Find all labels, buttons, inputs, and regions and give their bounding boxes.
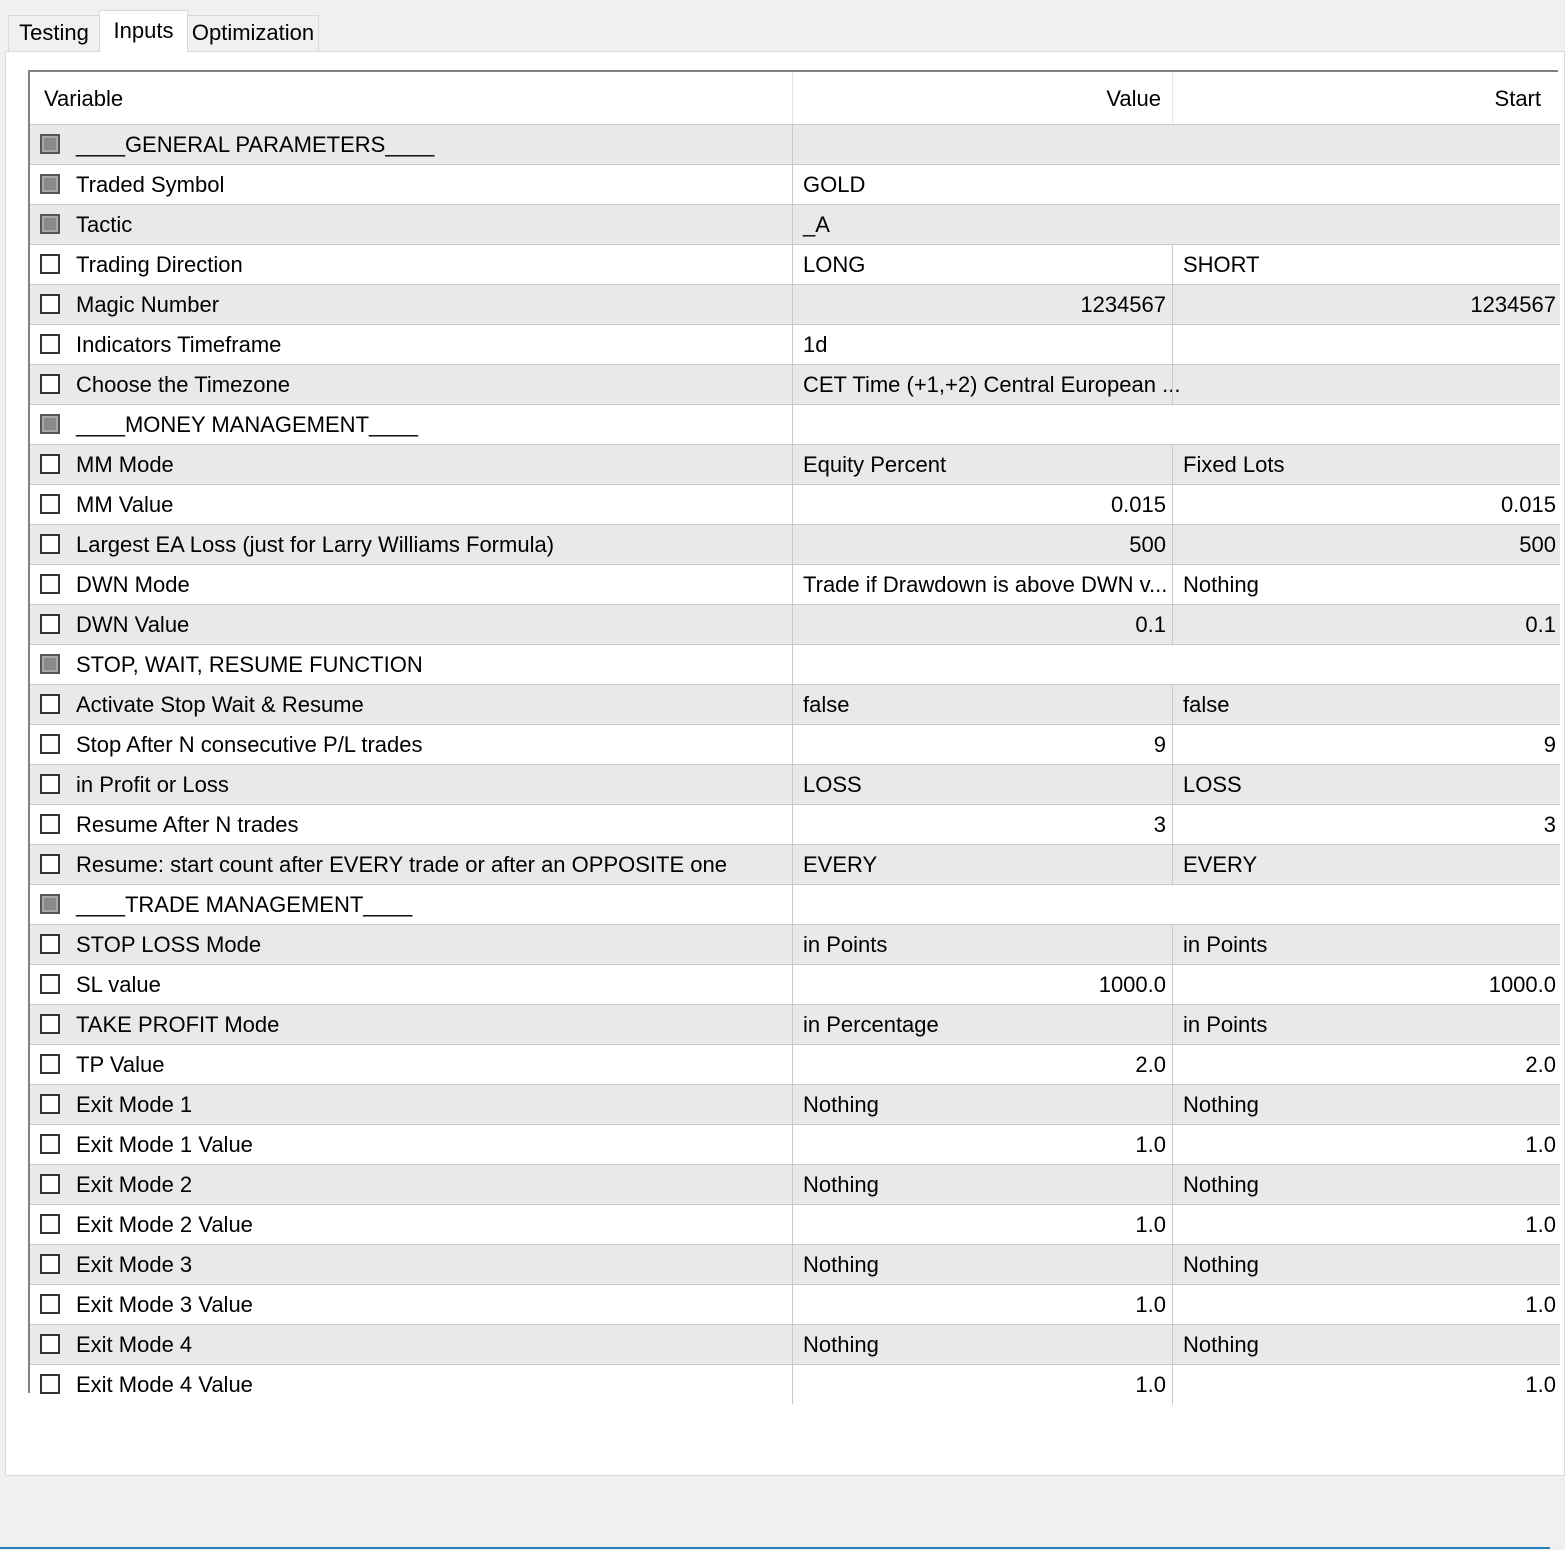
optimize-checkbox[interactable]	[40, 294, 60, 314]
table-row-section[interactable]	[30, 204, 1560, 244]
optimize-checkbox[interactable]	[40, 1214, 60, 1234]
table-row[interactable]	[30, 564, 1560, 604]
table-row[interactable]	[30, 524, 1560, 564]
variable-name: Magic Number	[76, 292, 220, 317]
value-cell	[792, 125, 1172, 164]
value-cell[interactable]: Nothing	[792, 1325, 1172, 1364]
optimize-checkbox[interactable]	[40, 734, 60, 754]
variable-name: Exit Mode 1	[76, 1092, 193, 1117]
table-row-section[interactable]	[30, 644, 1560, 684]
table-row[interactable]	[30, 1004, 1560, 1044]
value-cell	[792, 885, 1172, 924]
table-row-section[interactable]	[30, 404, 1560, 444]
start-cell[interactable]: Nothing	[1172, 1245, 1560, 1284]
table-row[interactable]	[30, 724, 1560, 764]
value-cell[interactable]: Nothing	[792, 1085, 1172, 1124]
start-cell	[1172, 645, 1560, 684]
start-cell[interactable]: 1.0	[1172, 1285, 1560, 1324]
tab-optimization[interactable]: Optimization	[187, 15, 319, 51]
value-cell[interactable]: CET Time (+1,+2) Central European ...	[792, 365, 1172, 404]
table-row[interactable]	[30, 844, 1560, 884]
start-cell[interactable]: Nothing	[1172, 1085, 1560, 1124]
optimize-checkbox[interactable]	[40, 814, 60, 834]
optimize-checkbox[interactable]	[40, 1254, 60, 1274]
variable-name: Traded Symbol	[76, 172, 225, 197]
start-cell[interactable]: Nothing	[1172, 1325, 1560, 1364]
variable-name: TP Value	[76, 1052, 165, 1077]
window-bottom-border	[0, 1547, 1550, 1549]
table-row[interactable]	[30, 444, 1560, 484]
start-cell[interactable]: EVERY	[1172, 845, 1560, 884]
column-header-value[interactable]: Value	[1106, 86, 1161, 111]
table-row[interactable]	[30, 604, 1560, 644]
table-row[interactable]	[30, 1164, 1560, 1204]
value-cell[interactable]: 0.015	[792, 485, 1172, 524]
optimize-checkbox[interactable]	[40, 1294, 60, 1314]
start-cell[interactable]: 3	[1172, 805, 1560, 844]
optimize-checkbox[interactable]	[40, 1054, 60, 1074]
table-row-section[interactable]	[30, 884, 1560, 924]
start-cell[interactable]: 0.015	[1172, 485, 1560, 524]
optimize-checkbox	[40, 414, 60, 434]
tab-inputs[interactable]: Inputs	[99, 10, 188, 52]
inputs-grid[interactable]	[28, 70, 1558, 1397]
variable-name: SL value	[76, 972, 161, 997]
value-cell[interactable]: Trade if Drawdown is above DWN v...	[792, 565, 1172, 604]
value-cell[interactable]: 1.0	[792, 1365, 1172, 1404]
value-cell[interactable]: 1.0	[792, 1205, 1172, 1244]
start-cell[interactable]: 1.0	[1172, 1205, 1560, 1244]
start-cell[interactable]: Fixed Lots	[1172, 445, 1560, 484]
table-row[interactable]	[30, 804, 1560, 844]
value-cell	[792, 645, 1172, 684]
start-cell[interactable]	[1172, 325, 1560, 364]
optimize-checkbox[interactable]	[40, 694, 60, 714]
optimize-checkbox	[40, 134, 60, 154]
tab-bar	[0, 0, 1550, 52]
start-cell[interactable]	[1172, 365, 1560, 404]
start-cell	[1172, 405, 1560, 444]
value-cell[interactable]: 3	[792, 805, 1172, 844]
variable-name: ____GENERAL PARAMETERS____	[76, 132, 435, 157]
table-row[interactable]	[30, 924, 1560, 964]
optimize-checkbox[interactable]	[40, 574, 60, 594]
value-cell[interactable]: LONG	[792, 245, 1172, 284]
optimize-checkbox[interactable]	[40, 1094, 60, 1114]
optimize-checkbox[interactable]	[40, 974, 60, 994]
start-cell[interactable]: 500	[1172, 525, 1560, 564]
optimize-checkbox[interactable]	[40, 534, 60, 554]
variable-name: DWN Value	[76, 612, 190, 637]
optimize-checkbox[interactable]	[40, 254, 60, 274]
value-cell[interactable]: 2.0	[792, 1045, 1172, 1084]
start-cell[interactable]: 1234567	[1172, 285, 1560, 324]
value-cell[interactable]: Nothing	[792, 1245, 1172, 1284]
table-row[interactable]	[30, 1204, 1560, 1244]
table-row[interactable]	[30, 764, 1560, 804]
optimize-checkbox	[40, 654, 60, 674]
optimize-checkbox[interactable]	[40, 1334, 60, 1354]
variable-name: STOP LOSS Mode	[76, 932, 262, 957]
optimize-checkbox	[40, 214, 60, 234]
variable-name: Trading Direction	[76, 252, 243, 277]
optimize-checkbox	[40, 894, 60, 914]
variable-name: Exit Mode 2	[76, 1172, 193, 1197]
variable-name: Tactic	[76, 212, 133, 237]
table-row-section[interactable]	[30, 124, 1560, 164]
optimize-checkbox[interactable]	[40, 854, 60, 874]
value-cell[interactable]: 1.0	[792, 1285, 1172, 1324]
variable-name: Exit Mode 1 Value	[76, 1132, 253, 1157]
column-header-start[interactable]: Start	[1494, 86, 1541, 111]
value-cell[interactable]: 0.1	[792, 605, 1172, 644]
variable-name: MM Mode	[76, 452, 174, 477]
table-row[interactable]	[30, 364, 1560, 404]
optimize-checkbox[interactable]	[40, 1014, 60, 1034]
value-cell[interactable]: false	[792, 685, 1172, 724]
value-cell[interactable]: 9	[792, 725, 1172, 764]
optimize-checkbox[interactable]	[40, 774, 60, 794]
variable-name: Activate Stop Wait & Resume	[76, 692, 364, 717]
variable-name: Choose the Timezone	[76, 372, 291, 397]
start-cell[interactable]: false	[1172, 685, 1560, 724]
value-cell[interactable]: LOSS	[792, 765, 1172, 804]
variable-name: MM Value	[76, 492, 174, 517]
optimize-checkbox[interactable]	[40, 334, 60, 354]
tab-testing[interactable]: Testing	[8, 15, 100, 51]
start-cell[interactable]: LOSS	[1172, 765, 1560, 804]
table-row[interactable]	[30, 1044, 1560, 1084]
optimize-checkbox[interactable]	[40, 494, 60, 514]
variable-name: in Profit or Loss	[76, 772, 229, 797]
variable-name: Exit Mode 3 Value	[76, 1292, 253, 1317]
value-cell[interactable]: Nothing	[792, 1165, 1172, 1204]
variable-name: ____TRADE MANAGEMENT____	[76, 892, 413, 917]
value-cell: GOLD	[792, 165, 1172, 204]
table-row[interactable]	[30, 684, 1560, 724]
value-cell[interactable]: 1d	[792, 325, 1172, 364]
table-row[interactable]	[30, 324, 1560, 364]
value-cell[interactable]: 500	[792, 525, 1172, 564]
start-cell	[1172, 125, 1560, 164]
column-header-variable[interactable]: Variable	[44, 86, 124, 111]
start-cell[interactable]: in Points	[1172, 925, 1560, 964]
optimize-checkbox[interactable]	[40, 1174, 60, 1194]
start-cell	[1172, 885, 1560, 924]
start-cell[interactable]: 1.0	[1172, 1125, 1560, 1164]
start-cell[interactable]: 1000.0	[1172, 965, 1560, 1004]
value-cell[interactable]: in Points	[792, 925, 1172, 964]
start-cell[interactable]: 9	[1172, 725, 1560, 764]
start-cell[interactable]: SHORT	[1172, 245, 1560, 284]
start-cell[interactable]: 2.0	[1172, 1045, 1560, 1084]
variable-name: Exit Mode 4 Value	[76, 1372, 253, 1397]
grid-header	[30, 72, 1560, 124]
table-row[interactable]	[30, 1084, 1560, 1124]
table-row[interactable]	[30, 284, 1560, 324]
table-row[interactable]	[30, 1284, 1560, 1324]
value-cell[interactable]: EVERY	[792, 845, 1172, 884]
table-row-section[interactable]	[30, 164, 1560, 204]
start-cell[interactable]: 1.0	[1172, 1365, 1560, 1404]
start-cell[interactable]: 0.1	[1172, 605, 1560, 644]
table-row[interactable]	[30, 1364, 1560, 1404]
variable-name: Largest EA Loss (just for Larry Williams Formula)	[76, 532, 555, 557]
start-cell	[1172, 165, 1560, 204]
optimize-checkbox[interactable]	[40, 1374, 60, 1394]
optimize-checkbox[interactable]	[40, 934, 60, 954]
optimize-checkbox[interactable]	[40, 614, 60, 634]
optimize-checkbox	[40, 174, 60, 194]
optimize-checkbox[interactable]	[40, 454, 60, 474]
value-cell[interactable]: 1234567	[792, 285, 1172, 324]
variable-name: Resume: start count after EVERY trade or after an OPPOSITE one	[76, 852, 727, 877]
value-cell	[792, 405, 1172, 444]
variable-name: ____MONEY MANAGEMENT____	[76, 412, 418, 437]
start-cell[interactable]: Nothing	[1172, 1165, 1560, 1204]
table-row[interactable]	[30, 964, 1560, 1004]
value-cell[interactable]: 1000.0	[792, 965, 1172, 1004]
variable-name: TAKE PROFIT Mode	[76, 1012, 280, 1037]
table-row[interactable]	[30, 1324, 1560, 1364]
value-cell[interactable]: in Percentage	[792, 1005, 1172, 1044]
table-row[interactable]	[30, 244, 1560, 284]
variable-name: Exit Mode 4	[76, 1332, 193, 1357]
variable-name: Resume After N trades	[76, 812, 299, 837]
variable-name: STOP, WAIT, RESUME FUNCTION	[76, 652, 423, 677]
start-cell	[1172, 205, 1560, 244]
value-cell: _A	[792, 205, 1172, 244]
start-cell[interactable]: in Points	[1172, 1005, 1560, 1044]
table-row[interactable]	[30, 484, 1560, 524]
optimize-checkbox[interactable]	[40, 1134, 60, 1154]
table-row[interactable]	[30, 1124, 1560, 1164]
variable-name: Exit Mode 2 Value	[76, 1212, 253, 1237]
start-cell[interactable]: Nothing	[1172, 565, 1560, 604]
optimize-checkbox[interactable]	[40, 374, 60, 394]
value-cell[interactable]: 1.0	[792, 1125, 1172, 1164]
table-row[interactable]	[30, 1244, 1560, 1284]
variable-name: DWN Mode	[76, 572, 190, 597]
variable-name: Stop After N consecutive P/L trades	[76, 732, 423, 757]
variable-name: Exit Mode 3	[76, 1252, 193, 1277]
grid-rows	[30, 124, 1560, 1404]
variable-name: Indicators Timeframe	[76, 332, 282, 357]
value-cell[interactable]: Equity Percent	[792, 445, 1172, 484]
